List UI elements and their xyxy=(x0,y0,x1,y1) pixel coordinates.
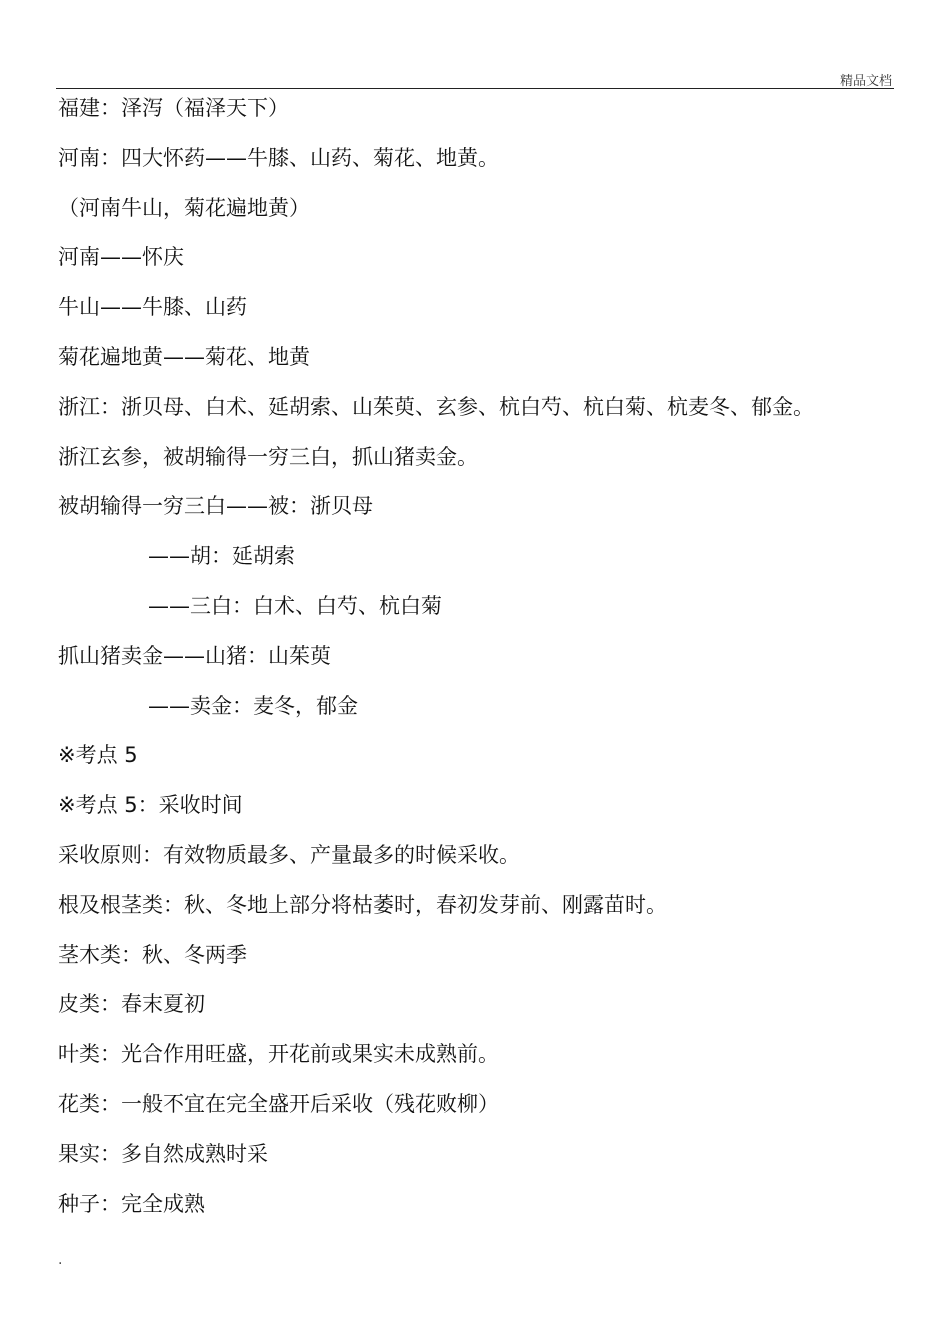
text-line: 被胡输得一穷三白——被：浙贝母 xyxy=(58,494,373,519)
text-line: 菊花遍地黄——菊花、地黄 xyxy=(58,344,310,369)
text-line: 福建：泽泻（福泽天下） xyxy=(58,96,289,120)
text-line: 采收原则：有效物质最多、产量最多的时候采收。 xyxy=(58,842,520,867)
text-line: 河南：四大怀药——牛膝、山药、菊花、地黄。 xyxy=(58,145,499,170)
text-line-indented: ——卖金：麦冬，郁金 xyxy=(148,693,358,718)
header-label: 精品文档 xyxy=(839,74,892,89)
text-line: 浙江玄参，被胡输得一穷三白，抓山猪卖金。 xyxy=(58,444,478,469)
text-line: ※考点 5：采收时间 xyxy=(58,793,243,818)
text-line: 皮类：春末夏初 xyxy=(58,992,205,1017)
text-line: ※考点 5 xyxy=(58,743,138,768)
footer-mark: . xyxy=(58,1252,63,1268)
text-line: 浙江：浙贝母、白术、延胡索、山茱萸、玄参、杭白芍、杭白菊、杭麦冬、郁金。 xyxy=(58,394,814,419)
text-line: 种子：完全成熟 xyxy=(58,1191,205,1216)
text-line: 茎木类：秋、冬两季 xyxy=(58,942,247,967)
text-line: 河南——怀庆 xyxy=(58,245,184,270)
text-line: 叶类：光合作用旺盛，开花前或果实未成熟前。 xyxy=(58,1042,499,1067)
text-line: （河南牛山，菊花遍地黄） xyxy=(58,195,310,220)
text-line: 花类：一般不宜在完全盛开后采收（残花败柳） xyxy=(58,1091,499,1116)
text-line-indented: ——三白：白术、白芍、杭白菊 xyxy=(148,593,442,618)
text-line-indented: ——胡：延胡索 xyxy=(148,544,295,569)
document-body xyxy=(58,88,898,1233)
text-line: 牛山——牛膝、山药 xyxy=(58,295,247,320)
text-line: 果实：多自然成熟时采 xyxy=(58,1141,268,1166)
text-line: 根及根茎类：秋、冬地上部分将枯萎时，春初发芽前、刚露苗时。 xyxy=(58,892,667,917)
text-line: 抓山猪卖金——山猪：山茱萸 xyxy=(58,643,331,668)
